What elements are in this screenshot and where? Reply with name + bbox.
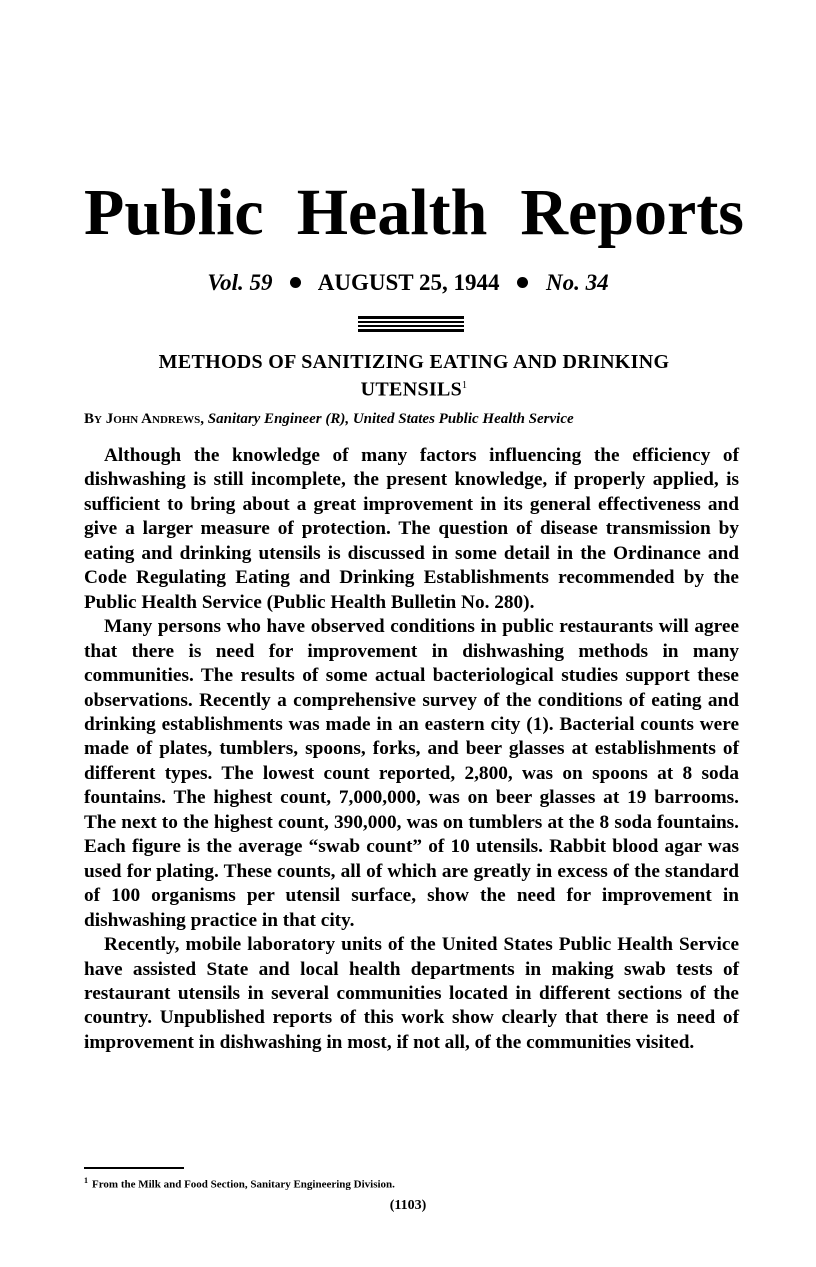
page-number: (1103)	[389, 1198, 427, 1213]
paragraph-2: Many persons who have observed conditions in public restaurants will agree that there is need for improvement in dishwashing methods in many communities. The results of some actual bacteriological studies support these observations. Recently a comprehensive survey of the conditions of eating and drinking establishments was made in an eastern city (1). Bacterial counts were made of plates, tumblers, spoons, forks, and beer glasses at establishments of different types. The lowest count reported, 2,800, was on spoons at 8 soda fountains. The highest count, 7,000,000, was on beer glasses at 19 barrooms. The next to the highest count, 390,000, was on tumblers at the 8 soda fountains. Each figure is the average “swab count” of 10 utensils. Rabbit blood agar was used for plating. These counts, all of which are greatly in excess of the standard of 100 organisms per utensil surface, show the need for improvement in dishwashing practice in that city.	[84, 616, 739, 931]
issue-date: AUGUST 25, 1944	[317, 270, 500, 295]
footnote	[84, 1176, 744, 1191]
footnote-text: From the Milk and Food Section, Sanitary Engineering Division.	[92, 1178, 395, 1191]
article-title	[84, 350, 744, 402]
masthead-word-health: Health	[296, 176, 488, 249]
paragraph-3: Recently, mobile laboratory units of the United States Public Health Service have assisted State and local health departments in making swab tests of restaurant utensils in several communities located in different sections of the country. Unpublished reports of this work show clearly that there is need of improvement in dishwashing in most, if not all, of the communities visited.	[84, 934, 739, 1053]
author-role: Sanitary Engineer (R), United States Public Health Service	[207, 411, 574, 427]
issue-number: No. 34	[545, 270, 609, 295]
decorative-rule	[358, 316, 464, 334]
masthead-word-public: Public	[84, 176, 264, 249]
article-title-line-2: UTENSILS$^1$	[360, 378, 468, 401]
footnote-divider	[84, 1167, 184, 1169]
author-name: By John Andrews,	[84, 411, 205, 427]
journal-masthead	[84, 176, 744, 249]
article-body	[84, 444, 739, 1055]
volume-number: Vol. 59	[207, 270, 273, 295]
title-footnote-mark: 1	[462, 380, 468, 391]
footnote-mark: 1	[84, 1176, 88, 1185]
masthead-word-reports: Reports	[520, 176, 744, 249]
byline	[84, 411, 744, 428]
issue-line	[0, 270, 816, 296]
bullet-icon	[290, 277, 301, 288]
bullet-icon	[517, 277, 528, 288]
paragraph-1: Although the knowledge of many factors influencing the efficiency of dishwashing is still incomplete, the present knowledge, if properly applied, is sufficient to bring about a great improvement in its general effectiveness and give a larger measure of protection. The question of disease transmission by eating and drinking utensils is discussed in some detail in the Ordinance and Code Regulating Eating and Drinking Establishments recommended by the Public Health Service (Public Health Bulletin No. 280).	[84, 445, 739, 613]
article-title-line-1: METHODS OF SANITIZING EATING AND DRINKING	[158, 351, 670, 373]
